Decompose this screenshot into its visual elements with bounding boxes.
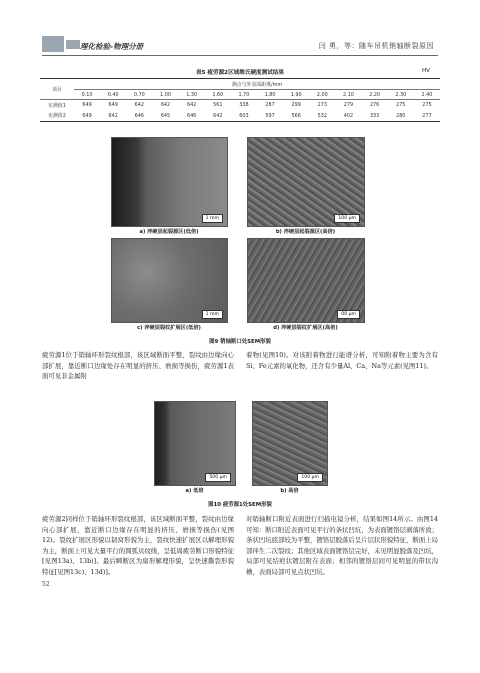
table-unit: HV [421, 68, 430, 74]
table-cell: 649 [74, 111, 100, 122]
table-item-header: 项目 [40, 79, 74, 100]
page-number: 52 [42, 581, 50, 588]
panel-label-low: a) 低倍 [185, 488, 204, 494]
table-cell: 273 [317, 102, 327, 109]
table-cell: 649 [108, 102, 118, 109]
table-cell: 333 [362, 111, 388, 122]
header-rule [42, 55, 438, 56]
scale-bar: 100 μm [334, 214, 360, 223]
table-cell: 277 [414, 111, 440, 122]
table-cell: 2.20 [362, 90, 388, 100]
journal-logo-bar [66, 40, 80, 49]
journal-logo-text: 理化检验-物理分册 [80, 42, 144, 51]
table-cell: 1.60 [205, 90, 231, 100]
table-cell: 287 [265, 102, 275, 109]
table-cell: 299 [291, 102, 301, 109]
table-cell: 642 [186, 102, 197, 109]
table-row-label: 实测值1 [48, 102, 66, 109]
table-row [40, 100, 440, 111]
table-cell: 402 [335, 111, 361, 122]
body-paragraph: 对销轴断口附近表面进行扫描电镜分析，结果如图14所示。由图14可知：断口附近表面可见平行的条状凹坑，为表面镀铬层剥落所致；条状凹坑底部较为平整，镀铬层脱落后呈片层状形貌特征，断面上局部伴生二次裂纹；其他区域表面镀铬层完好，未见明显脱落及凹坑，局部可见结疤状镀层附在表面；相邻的镀铬层间可见明显的带状沟槽，表面局部可见点状凹坑。 [246, 515, 438, 576]
scale-bar: 00 μm [337, 310, 360, 319]
panel-label-b: b) 淬硬层起裂源区(高倍) [275, 229, 336, 235]
journal-logo-block [42, 36, 64, 52]
table-cell: 642 [100, 111, 126, 122]
table-cell: 1.90 [283, 90, 309, 100]
figure-caption: 图10 疲劳源1处SEM形貌 [208, 502, 272, 508]
table-cell: 649 [82, 102, 92, 109]
table-cell: 642 [134, 102, 145, 109]
table-cell: 561 [213, 102, 223, 109]
table-cell: 1.70 [231, 90, 257, 100]
table-cell: 0.10 [74, 90, 100, 100]
panel-label-high: b) 高倍 [280, 488, 299, 494]
table-cell: 0.70 [126, 90, 152, 100]
table-cell: 645 [152, 111, 178, 122]
scale-bar: 500 μm [205, 473, 231, 482]
sem-image-d [247, 238, 365, 323]
table-cell: 279 [343, 102, 354, 109]
sem-image-b [247, 137, 365, 227]
sem-image-low [154, 401, 236, 486]
table-distance-header: 测点与外表面距离/mm [74, 79, 440, 90]
scale-bar: 1 mm [202, 310, 223, 319]
table-cell: 276 [369, 102, 380, 109]
table-cell: 275 [396, 102, 406, 109]
body-paragraph: 疲劳源1位于销轴环形裂纹根部，该区域断面平整，裂纹由边缘向心部扩展，靠近断口边缘处存在明显的挤压、磨损等损伤，疲劳源1表面可见非金属附 [42, 351, 234, 381]
panel-label-d: d) 淬硬层裂纹扩展区(高倍) [273, 325, 338, 331]
figure-caption: 图9 销轴断口处SEM形貌 [209, 339, 271, 345]
table-cell: 646 [126, 111, 152, 122]
scale-bar: 1 mm [202, 214, 223, 223]
table-cell: 566 [283, 111, 309, 122]
table-cell: 2.40 [414, 90, 440, 100]
table-cell: 642 [160, 102, 171, 109]
table-row-label: 实测值2 [40, 111, 74, 122]
table-cell: 0.40 [100, 90, 126, 100]
table-distance-row [40, 90, 440, 100]
scale-bar: 100 μm [297, 473, 323, 482]
table-cell: 597 [257, 111, 283, 122]
table-cell: 2.00 [309, 90, 335, 100]
panel-label-a: a) 淬硬层起裂源区(低倍) [139, 229, 199, 235]
table-cell: 2.10 [335, 90, 361, 100]
table-cell: 1.00 [152, 90, 178, 100]
table-cell: 532 [309, 111, 335, 122]
sem-image-c [111, 238, 228, 323]
table-cell: 280 [388, 111, 414, 122]
table-row [40, 111, 440, 122]
table-cell: 338 [239, 102, 249, 109]
panel-label-c: c) 淬硬层裂纹扩展区(低倍) [137, 325, 201, 331]
table-cell: 642 [205, 111, 231, 122]
table-caption: 表5 疲劳源2区域维氏硬度测试结果 [195, 70, 285, 76]
table-cell: 2.30 [388, 90, 414, 100]
table-cell: 1.80 [257, 90, 283, 100]
body-paragraph: 着物(见图10)。对该附着物进行能谱分析，可知附着物主要为含有Si、Fe元素的氧化物，还含有少量Al、Ca、Na等元素(见图11)。 [246, 351, 438, 370]
table-cell: 1.30 [179, 90, 205, 100]
sem-image-high [252, 401, 328, 486]
sem-image-a [111, 137, 228, 227]
running-title: 闫 勇，等：随车吊机销轴断裂原因 [318, 42, 434, 50]
body-paragraph: 疲劳源2同样位于销轴环形裂纹根部，该区域断面平整，裂纹由边缘向心部扩展，靠近断口边缘存在明显的挤压、磨损等损伤(见图12)。裂纹扩展区形貌以韧窝形貌为主，裂纹快速扩展区以解理形貌为主，断面上可见大量平行的圆弧贝纹线，呈低周疲劳断口形貌特征[见图13a)、13b)]。最后瞬断区为扇形解理形貌，呈快速撕裂形貌特征[见图13c)、13d)]。 [42, 515, 234, 576]
table-cell: 646 [179, 111, 205, 122]
table-cell: 603 [231, 111, 257, 122]
table-cell: 275 [422, 102, 432, 109]
hardness-table [40, 78, 440, 122]
